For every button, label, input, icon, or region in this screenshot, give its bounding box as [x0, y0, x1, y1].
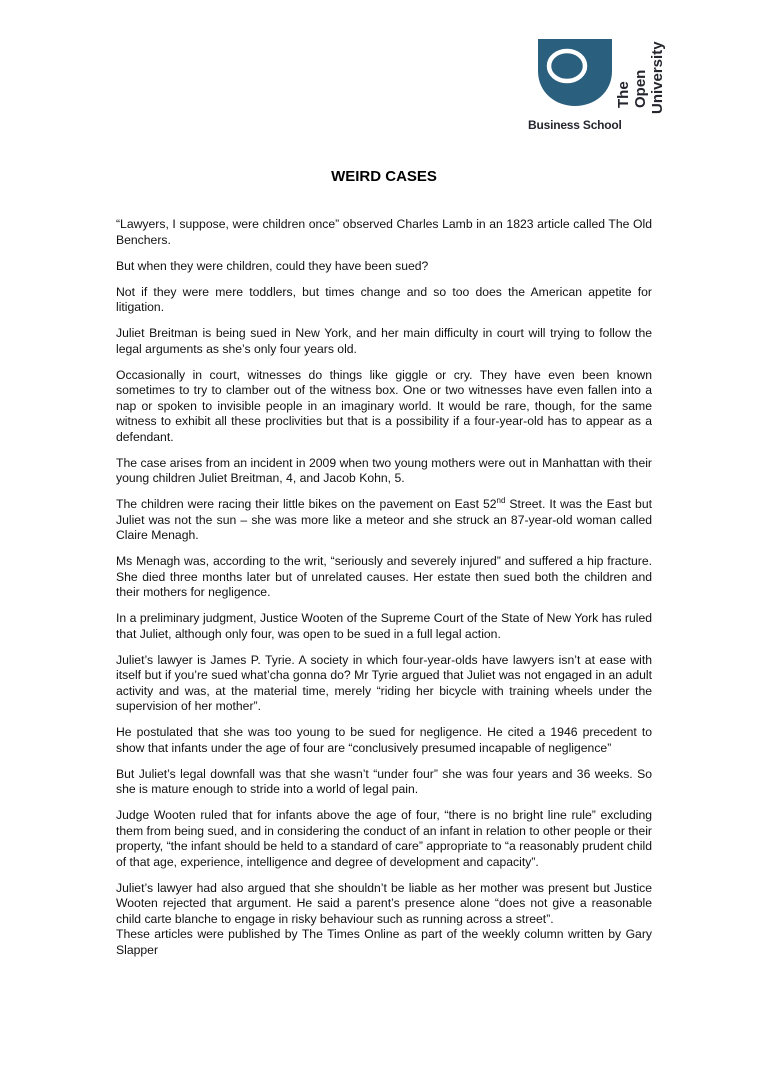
page-title: WEIRD CASES — [331, 168, 437, 185]
paragraph: Ms Menagh was, according to the writ, “seriously and severely injured” and suffered a hip fracture. She died three months later but of unrelated causes. Her estate then sued both the children and their mothers for negligence. — [116, 554, 652, 599]
open-university-shield-icon — [534, 38, 616, 108]
p7-after: Street. It was the East but Juliet was not the sun – she was more like a meteor and she struck an 87-year-old woman called Claire Menagh. — [116, 497, 652, 542]
logo-wordmark — [614, 38, 684, 114]
paragraph-east-52nd — [116, 497, 652, 544]
ordinal-sup: nd — [496, 496, 506, 505]
paragraph: In a preliminary judgment, Justice Wooten of the Supreme Court of the State of New York has ruled that Juliet, although only four, was open to be sued in a full legal action. — [116, 611, 652, 641]
paragraph: He postulated that she was too young to be sued for negligence. He cited a 1946 precedent to show that infants under the age of four are “conclusively presumed incapable of negligence” — [116, 725, 652, 755]
paragraph: “Lawyers, I suppose, were children once” observed Charles Lamb in an 1823 article called The Old Benchers. — [116, 217, 652, 247]
paragraph: Juliet’s lawyer is James P. Tyrie. A society in which four-year-olds have lawyers isn’t at ease with itself but if you’re sued what’cha gonna do? Mr Tyrie argued that Juliet was not engaged in an adult activity and was, at the material time, merely “riding her bicycle with training wheels under the supervision of her mother”. — [116, 652, 652, 713]
paragraph: But Juliet’s legal downfall was that she wasn’t “under four” she was four years and 36 weeks. So she is mature enough to stride into a world of legal pain. — [116, 766, 652, 796]
paragraph: Juliet’s lawyer had also argued that she shouldn’t be liable as her mother was present but Justice Wooten rejected that argument. He said a parent’s presence alone “does not give a reasonable child carte blanche to engage in risky behaviour such as running across a street”. — [116, 880, 652, 926]
paragraph: But when they were children, could they have been sued? — [116, 258, 429, 273]
paragraph: Juliet Breitman is being sued in New York, and her main difficulty in court will trying to follow the legal arguments as she’s only four years old. — [116, 326, 652, 356]
p7-before: The children were racing their little bikes on the pavement on East 52 — [116, 497, 497, 511]
logo-word-open: Open — [632, 69, 649, 108]
publication-note: These articles were published by The Times Online as part of the weekly column written by Gary Slapper — [116, 927, 652, 957]
paragraph: Judge Wooten ruled that for infants above the age of four, “there is no bright line rule” excluding them from being sued, and in considering the conduct of an infant in relation to other people or their property, “the infant should be held to a standard of care” appropriate to “a reasonably prudent child of that age, experience, intelligence and degree of development and capacity”. — [116, 808, 652, 869]
logo-word-the: The — [615, 81, 632, 108]
article-body — [116, 217, 652, 969]
open-university-logo — [528, 38, 666, 136]
paragraph: Not if they were mere toddlers, but times change and so too does the American appetite for litigation. — [116, 284, 652, 314]
logo-word-university: University — [649, 41, 666, 114]
paragraph: The case arises from an incident in 2009 when two young mothers were out in Manhattan with their young children Juliet Breitman, 4, and Jacob Kohn, 5. — [116, 455, 652, 485]
paragraph: Occasionally in court, witnesses do things like giggle or cry. They have even been known sometimes to try to clamber out of the witness box. One or two witnesses have even fallen into a nap or spoken to invisible people in an imaginary world. It would be rare, though, for the same witness to exhibit all these proclivities but that is a possibility if a four-year-old has to appear as a defendant. — [116, 367, 652, 444]
logo-business-school: Business School — [528, 118, 622, 132]
